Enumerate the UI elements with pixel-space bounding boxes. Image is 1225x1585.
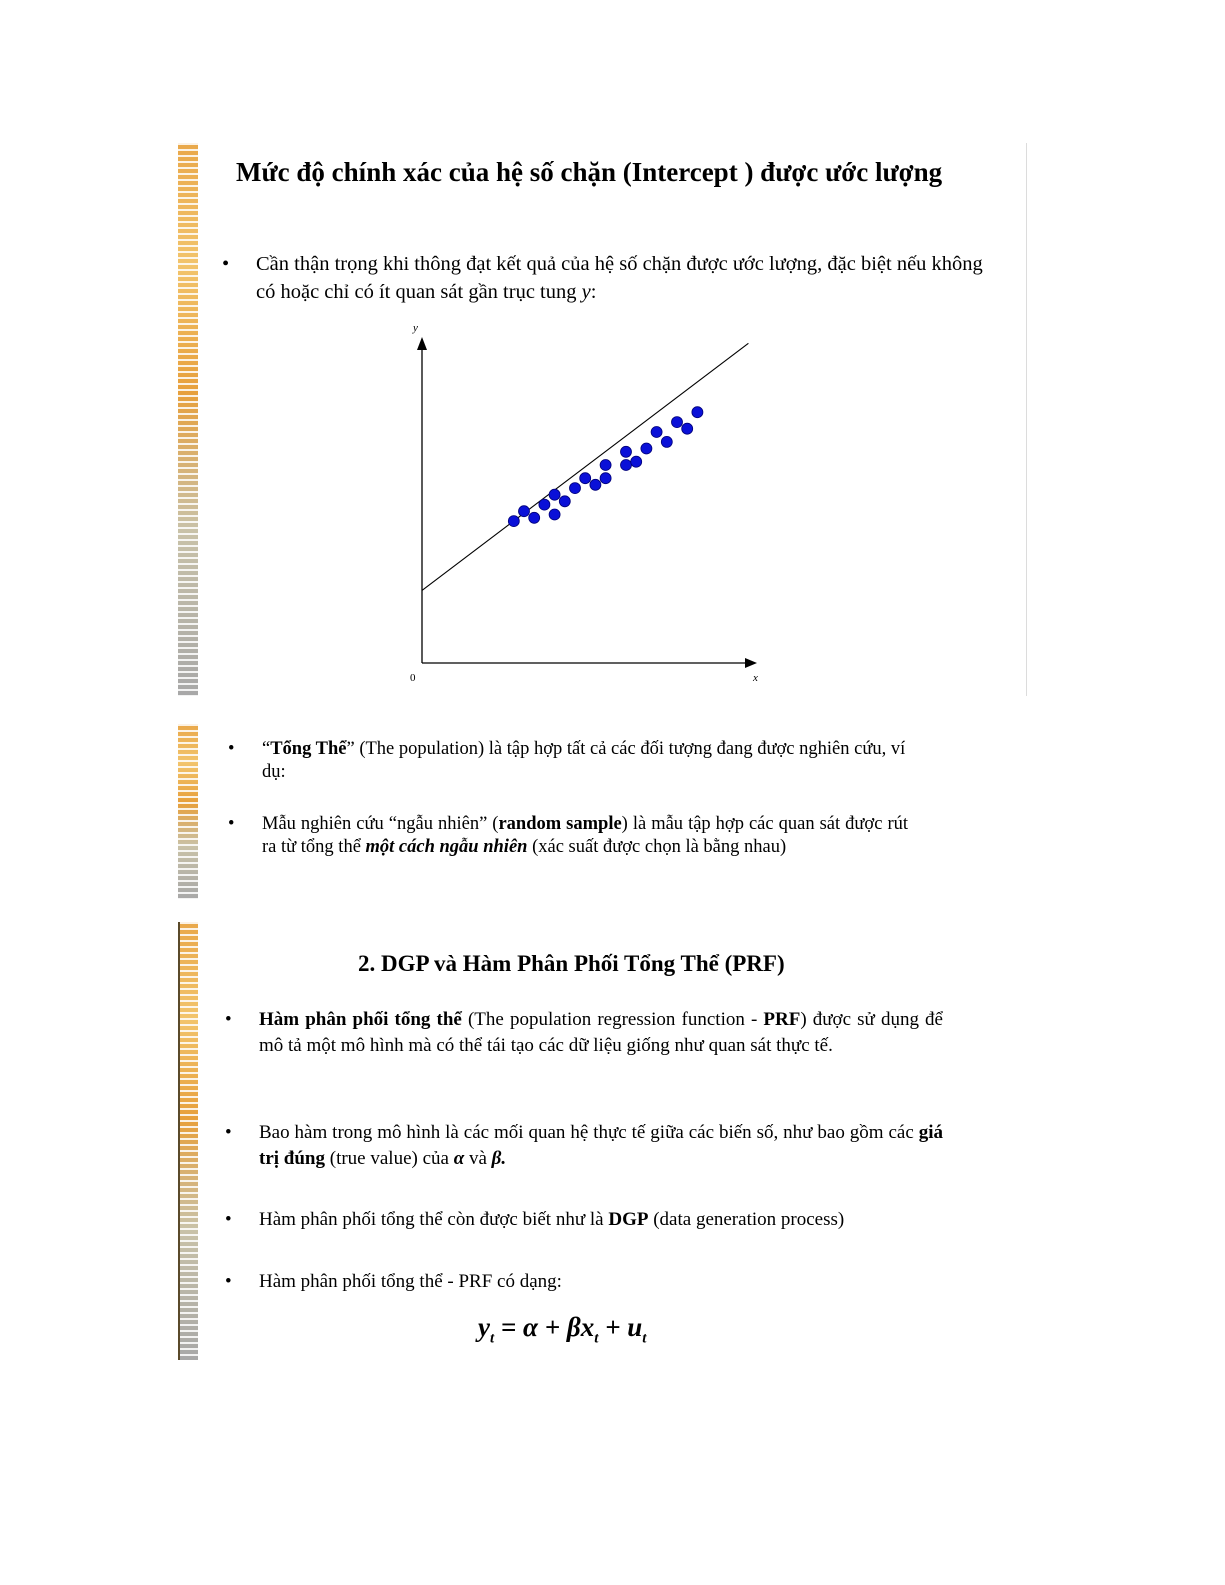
data-point-10 [590,479,601,490]
slide-border [1026,143,1027,696]
slide3-bullet-dgp [225,1207,943,1233]
slide3-bullet-prf-form [225,1269,943,1295]
alpha-symbol: α [453,1148,465,1169]
prf-term: Hàm phân phối tổng thể [259,1009,462,1030]
slide3-bullet-prf [225,1007,943,1059]
eq-sub: t [489,1330,495,1347]
x-axis-label: x [753,672,758,684]
y-axis-label: y [413,322,418,334]
data-point-19 [672,417,683,428]
scatter-points [508,407,703,527]
true-value-text [259,1120,943,1172]
data-point-4 [539,499,550,510]
population-term: Tổng Thể [270,739,347,759]
slide-decorative-stripe [178,724,198,899]
slide1-bullet [222,250,992,306]
bullet-marker: • [225,1009,232,1030]
slide2-bullet-population [228,738,908,784]
data-point-1 [508,516,519,527]
eq-mid: = α + βx [494,1312,595,1342]
slide2-bullet-random-sample [228,813,908,859]
dgp-text [259,1207,943,1233]
data-point-5 [549,509,560,520]
slide1-title: Mức độ chính xác của hệ số chặn (Intercept ) được ước lượng [236,157,943,187]
prf-equation [478,1312,646,1347]
slide-decorative-stripe [178,143,198,696]
bullet-marker: • [225,1271,232,1292]
text-segment: ) được sử dụng để mô tả một mô hình mà có thể tái tạo các dữ liệu giống như quan sát thực tế. [259,1009,943,1056]
data-point-8 [570,483,581,494]
data-point-2 [519,506,530,517]
bullet-marker: • [225,1122,232,1143]
slide3-bullet-true-value [225,1120,943,1172]
data-point-20 [682,423,693,434]
bullet-marker: • [222,253,230,275]
text-segment: (data generation process) [648,1209,845,1230]
bullet-text: Cần thận trọng khi thông đạt kết quả của hệ số chặn được ước lượng, đặc biệt nếu không có hoặc chỉ có ít quan sát gần trục tung [256,253,983,303]
prf-abbrev: PRF [763,1009,801,1030]
text-segment: ) là mẫu tập hợp các quan sát được rút ra từ tổng thể [262,814,908,857]
data-point-18 [661,436,672,447]
x-axis-arrow [745,658,757,668]
data-point-3 [529,512,540,523]
slide-decorative-stripe [178,922,198,1360]
eq-sub: t [642,1330,647,1347]
slide3-title: 2. DGP và Hàm Phân Phối Tổng Thể (PRF) [358,951,785,976]
data-point-9 [580,473,591,484]
bullet-marker: • [228,739,235,759]
eq-plus-u: + u [598,1312,643,1342]
dgp-term: DGP [608,1209,649,1230]
eq-sub: t [594,1330,599,1347]
data-point-13 [621,460,632,471]
data-point-14 [621,446,632,457]
y-axis-arrow [417,337,427,350]
scatter-plot [395,315,775,690]
bullet-variable: y [581,281,591,303]
bullet-marker: • [228,814,235,834]
prf-form-text: Hàm phân phối tổng thể - PRF có dạng: [259,1271,562,1292]
data-point-12 [600,460,611,471]
text-segment: Hàm phân phối tổng thể còn được biết như là [259,1209,609,1230]
origin-label: 0 [410,672,416,684]
quote-open: “ [262,739,271,759]
plot-axes [410,322,758,684]
eq-y: y [478,1312,490,1342]
data-point-6 [549,489,560,500]
text-segment: (The population regression function - [461,1009,764,1030]
text-segment: (true value) của [325,1148,454,1169]
data-point-11 [600,473,611,484]
data-point-21 [692,407,703,418]
text-segment: Bao hàm trong mô hình là các mối quan hệ thực tế giữa các biến số, như bao gồm các [259,1122,919,1143]
slide1-bullet-text [256,250,992,306]
true-value-term: giá trị đúng [259,1122,943,1169]
random-sample-term: random sample [498,814,622,834]
random-way-term: một cách ngẫu nhiên [365,837,528,857]
regression-line [422,343,748,590]
population-definition: ” (The population) là tập hợp tất cả các đối tượng đang được nghiên cứu, ví dụ: [262,739,906,782]
data-point-17 [651,427,662,438]
random-sample-text [262,813,908,859]
text-segment: Mẫu nghiên cứu “ngẫu nhiên” ( [262,814,499,834]
bullet-end: : [590,281,597,303]
data-point-16 [641,443,652,454]
prf-text [259,1007,943,1059]
population-text [262,738,908,784]
data-point-15 [631,456,642,467]
data-point-7 [559,496,570,507]
beta-symbol: β. [491,1148,507,1169]
bullet-marker: • [225,1209,232,1230]
text-segment: và [464,1148,492,1169]
text-segment: (xác suất được chọn là bằng nhau) [527,837,787,857]
